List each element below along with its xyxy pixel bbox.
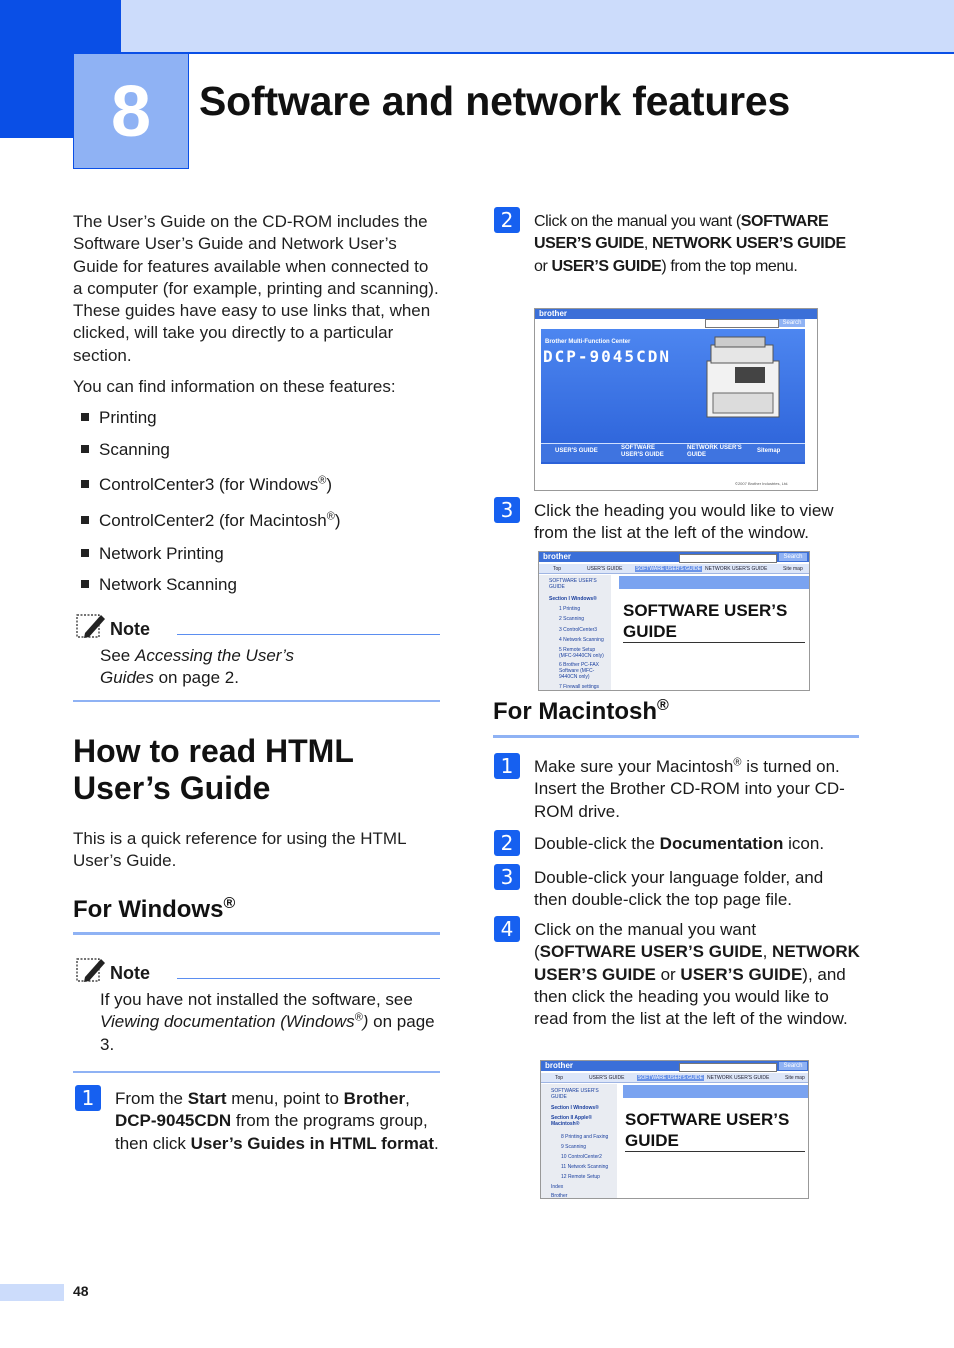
- header-band: [121, 0, 954, 54]
- section-title: How to read HTML User’s Guide: [73, 733, 354, 806]
- note-link[interactable]: Viewing documentation (Windows®): [100, 1011, 369, 1032]
- tab-sitemap[interactable]: Sitemap: [757, 448, 781, 454]
- heading-rule: [493, 735, 859, 738]
- note-pencil-icon: [75, 611, 107, 641]
- tab-users-guide[interactable]: USER'S GUIDE: [555, 448, 598, 454]
- step-badge: 4: [494, 916, 520, 942]
- footer-band: [0, 1284, 64, 1301]
- step-text: Click on the manual you want (SOFTWARE USER’S GUIDE, NETWORK USER’S GUIDE or USER’S GUIDE) from the top menu.: [534, 213, 846, 275]
- chapter-number: 8: [73, 53, 189, 169]
- step-text: Make sure your Macintosh® is turned on. Insert the Brother CD-ROM into your CD-ROM drive.: [534, 756, 845, 821]
- windows-heading: For Windows®: [73, 895, 236, 923]
- content-title: SOFTWARE USER’S GUIDE: [625, 1110, 790, 1150]
- sidebar: [541, 1084, 617, 1199]
- search-button[interactable]: Search: [779, 1062, 807, 1070]
- bullet-item: Network Printing: [81, 544, 224, 564]
- step-text: From the Start menu, point to Brother, DCP-9045CDN from the programs group, then click User’s Guides in HTML format.: [115, 1089, 439, 1153]
- note-link[interactable]: Accessing the User’s Guides: [100, 646, 295, 688]
- note-rule: [177, 634, 440, 635]
- content-title: SOFTWARE USER’S GUIDE: [623, 601, 788, 641]
- content-toolbar: [619, 576, 809, 589]
- step-badge: 3: [494, 497, 520, 523]
- step-text: Click the heading you would like to view from the list at the left of the window.: [534, 501, 834, 543]
- bullet-item: Scanning: [81, 440, 170, 460]
- search-input[interactable]: [679, 1063, 777, 1072]
- note-text: See Accessing the User’s Guides on page 2.: [100, 646, 295, 688]
- page-number: 48: [73, 1283, 89, 1299]
- model-name: DCP-9045CDN: [543, 347, 671, 366]
- step-text: Double-click the Documentation icon.: [534, 834, 825, 853]
- note-label: Note: [110, 619, 150, 639]
- macintosh-heading: For Macintosh®: [493, 697, 669, 725]
- section-intro: This is a quick reference for using the HTML User’s Guide.: [73, 829, 406, 871]
- windows-guide-screenshot: brother Search Top USER'S GUIDE SOFTWARE USER'S GUIDE NETWORK USER'S GUIDE Site map SOFTWARE USER'S GUIDE Section I Windows® 1 Printing 2 Scanning 3 ControlCenter3 4 Network Scanning 5 Remote Setup (MFC-9440CN only) 6 Brother PC-FAX Software (MFC-9440CN only) 7 Firewall settings SOFTWARE USER’S GUIDE: [538, 551, 810, 691]
- step-badge: 1: [494, 753, 520, 779]
- bullet-item: Printing: [81, 408, 157, 428]
- search-input[interactable]: [705, 319, 779, 328]
- bullet-item: ControlCenter3 (for Windows®): [81, 475, 332, 495]
- note-text: If you have not installed the software, see Viewing documentation (Windows®) on page 3.: [100, 990, 435, 1054]
- content-rule: [623, 642, 805, 643]
- printer-image: [701, 333, 789, 428]
- search-input[interactable]: [679, 554, 777, 563]
- content-rule: [625, 1151, 805, 1152]
- intro-paragraph: The User’s Guide on the CD-ROM includes the Software User’s Guide and Network User’s Guide for features available when connected to a computer (for example, printing and scanning). These guides have easy to use links that, when clicked, will take you directly to a particular section.: [73, 212, 439, 365]
- heading-rule: [73, 932, 440, 935]
- macintosh-guide-screenshot: brother Search Top USER'S GUIDE SOFTWARE USER'S GUIDE NETWORK USER'S GUIDE Site map SOFTWARE USER'S GUIDE Section I Windows® Section II Apple® Macintosh® 8 Printing and Faxing 9 Scanning 10 ControlCenter2 11 Network Scanning 12 Remote Setup Index Brother SOFTWARE USER’S GUIDE: [540, 1060, 809, 1199]
- note-pencil-icon: [75, 955, 107, 985]
- chapter-title: Software and network features: [199, 78, 791, 124]
- top-menu-screenshot: brother Search Brother Multi-Function Center DCP-9045CDN USER'S GUIDE SOFTWARE USER'S GUIDE NETWORK USER'S GUIDE Sitemap ©2007 Brother Industries, Ltd.: [534, 308, 818, 491]
- step-text: Double-click your language folder, and then double-click the top page file.: [534, 868, 824, 910]
- step-badge: 1: [75, 1085, 101, 1111]
- tab-software-users-guide[interactable]: SOFTWARE USER'S GUIDE: [621, 445, 664, 458]
- copyright: ©2007 Brother Industries, Ltd.: [735, 481, 789, 486]
- note-label: Note: [110, 963, 150, 983]
- note-rule: [177, 978, 440, 979]
- step-badge: 2: [494, 207, 520, 233]
- note-end-rule: [73, 700, 440, 702]
- step-text: Click on the manual you want (SOFTWARE USER’S GUIDE, NETWORK USER’S GUIDE or USER’S GUIDE), and then click the heading you would like to read from the list at the left of the window.: [534, 920, 860, 1029]
- features-intro: You can find information on these features:: [73, 377, 396, 396]
- step-badge: 3: [494, 864, 520, 890]
- note-end-rule: [73, 1071, 440, 1073]
- search-button[interactable]: Search: [779, 319, 805, 327]
- bullet-item: ControlCenter2 (for Macintosh®): [81, 511, 341, 531]
- bullet-item: Network Scanning: [81, 575, 237, 595]
- step-badge: 2: [494, 830, 520, 856]
- content-toolbar: [623, 1085, 809, 1098]
- tab-network-users-guide[interactable]: NETWORK USER'S GUIDE: [687, 445, 742, 458]
- search-button[interactable]: Search: [779, 553, 807, 561]
